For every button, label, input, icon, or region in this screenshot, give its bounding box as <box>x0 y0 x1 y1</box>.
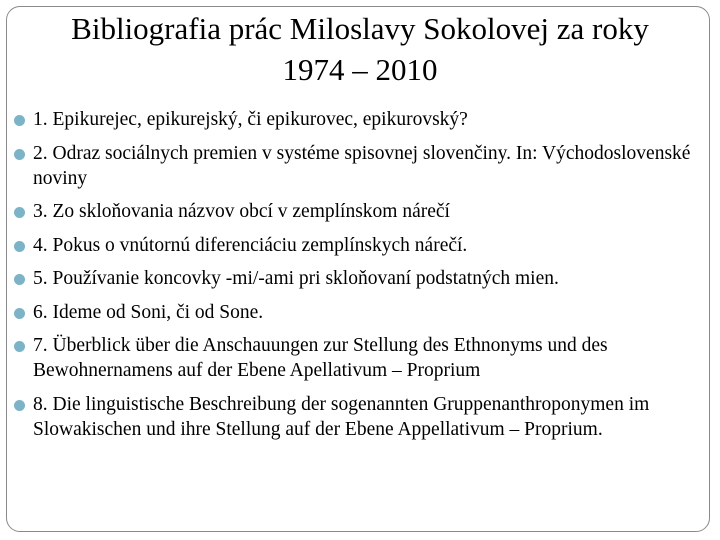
slide-title <box>0 8 720 90</box>
bibliography-item <box>10 333 710 383</box>
bullet-icon <box>14 241 25 252</box>
bibliography-item-text: 5. Používanie koncovky -mi/-ami pri skloňovaní podstatných mien. <box>33 268 559 289</box>
slide-title-line-1: Bibliografia prác Miloslavy Sokolovej za roky <box>71 11 649 46</box>
bibliography-item <box>10 141 710 191</box>
bibliography-item-text: 3. Zo skloňovania názvov obcí v zemplínskom nárečí <box>33 201 450 222</box>
bibliography-item <box>10 233 710 258</box>
bibliography-item <box>10 392 710 442</box>
bibliography-item <box>10 266 710 291</box>
bullet-icon <box>14 341 25 352</box>
bibliography-item <box>10 199 710 224</box>
bibliography-item-text: 2. Odraz sociálnych premien v systéme spisovnej slovenčiny. In: Východoslovenské noviny <box>33 142 691 189</box>
bullet-icon <box>14 400 25 411</box>
bullet-icon <box>14 308 25 319</box>
bibliography-item <box>10 300 710 325</box>
bibliography-list <box>10 107 710 450</box>
bibliography-item-text: 6. Ideme od Soni, či od Sone. <box>33 301 264 323</box>
bibliography-item <box>10 107 710 132</box>
bullet-icon <box>14 149 25 160</box>
slide-title-line-2: 1974 – 2010 <box>282 52 438 87</box>
bullet-icon <box>14 115 25 126</box>
bibliography-item-text: 7. Überblick über die Anschauungen zur Stellung des Ethnonyms und des Bewohnernamens auf der Ebene Apellativum – Proprium <box>33 335 608 381</box>
bibliography-item-text: 4. Pokus o vnútornú diferenciáciu zemplínskych nárečí. <box>33 234 468 256</box>
bibliography-item-text: 8. Die linguistische Beschreibung der sogenannten Gruppenanthroponymen im Slowakischen und ihre Stellung auf der Ebene Appellativum – Proprium. <box>33 393 650 440</box>
bullet-icon <box>14 207 25 218</box>
bullet-icon <box>14 274 25 285</box>
bibliography-item-text: 1. Epikurejec, epikurejský, či epikurovec, epikurovský? <box>33 109 468 130</box>
